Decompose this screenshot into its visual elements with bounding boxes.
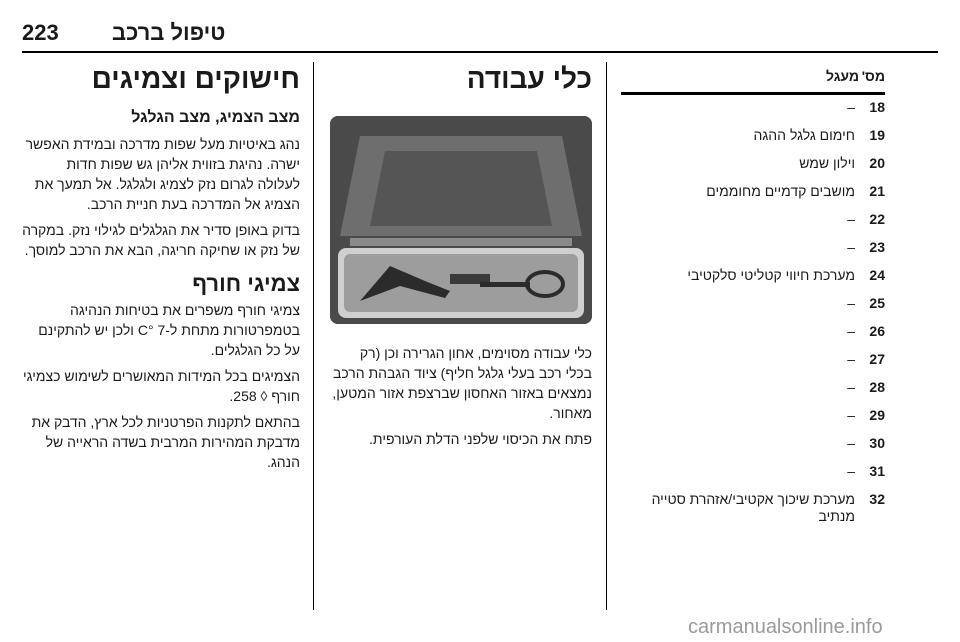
wheels-paragraph-4: הצמיגים בכל המידות המאושרים לשימוש כצמיגי חורף ◊ 258. (22, 368, 300, 404)
fuse-number: 27 (869, 351, 885, 367)
circuit-name: מערכת שיכוך אקטיבי/אזהרת סטייה מנתיב (651, 491, 855, 524)
wheels-section (22, 62, 300, 478)
fuse-number: 19 (869, 127, 885, 143)
wheels-title: חישוקים וצמיגים (91, 63, 300, 94)
fuse-table (621, 68, 885, 525)
fuse-number: 23 (869, 239, 885, 255)
table-row (621, 407, 885, 435)
section-title: טיפול ברכב (112, 20, 226, 45)
column-divider-left (313, 62, 314, 610)
table-body (621, 99, 885, 525)
table-row (621, 267, 885, 295)
table-row (621, 491, 885, 525)
table-header (621, 68, 885, 90)
fuse-number: 25 (869, 295, 885, 311)
circuit-name: – (847, 211, 855, 227)
wheels-paragraph-1: נהג באיטיות מעל שפות מדרכה ובמידת האפשר ישרה. נהיגת בזווית אליהן גש שפות חדות לעלולה לגרום נזק לצמיג ולגלגל. אל תמעך את הצמיג אל המדרכה בעת חניית הרכב. (25, 136, 300, 212)
circuit-name: – (847, 323, 855, 339)
table-rule (621, 92, 885, 95)
fuse-number: 21 (869, 183, 885, 199)
winter-tyres-title: צמיגי חורף (192, 271, 300, 296)
trunk-illustration (330, 116, 592, 324)
trunk-tools-image (330, 116, 592, 324)
circuit-name: – (847, 99, 855, 115)
table-row (621, 295, 885, 323)
table-row (621, 435, 885, 463)
col-number-header: מס' (861, 68, 885, 84)
column-divider-right (606, 62, 607, 610)
circuit-name: מושבים קדמיים מחוממים (706, 183, 855, 199)
circuit-name: – (847, 351, 855, 367)
circuit-name: חימום גלגל ההגה (753, 127, 855, 143)
tools-text (330, 343, 592, 455)
circuit-name: – (847, 435, 855, 451)
fuse-number: 29 (869, 407, 885, 423)
table-row (621, 183, 885, 211)
fuse-number: 24 (869, 267, 885, 283)
circuit-name: – (847, 407, 855, 423)
fuse-number: 26 (869, 323, 885, 339)
wheels-paragraph-5: בהתאם לתקנות הפרטניות לכל ארץ, הדבק את מדבקת המהירות המרבית בשדה הראייה של הנהג. (31, 414, 300, 470)
table-row (621, 463, 885, 491)
table-row (621, 211, 885, 239)
wheels-paragraph-2: בדוק באופן סדיר את הגלגלים לגילוי נזק. במקרה של נזק או שחיקה חריגה, הבא את הרכב למוסך. (22, 222, 300, 258)
fuse-number: 28 (869, 379, 885, 395)
fuse-number: 31 (869, 463, 885, 479)
table-row (621, 379, 885, 407)
table-row (621, 155, 885, 183)
table-row (621, 99, 885, 127)
tools-paragraph-1: כלי עבודה מסוימים, אחון הגרירה וכן (רק בכלי רכב בעלי גלגל חליף) ציוד הגבהת הרכב נמצאים באזור האחסון שברצפת אזור המטען, מאחור. (332, 345, 592, 421)
fuse-number: 18 (869, 99, 885, 115)
fuse-number: 22 (869, 211, 885, 227)
fuse-number: 32 (869, 491, 885, 507)
circuit-name: – (847, 379, 855, 395)
table-row (621, 239, 885, 267)
page-number: 223 (22, 20, 59, 45)
table-row (621, 351, 885, 379)
watermark-text: carmanualsonline.info (688, 616, 883, 638)
circuit-name: וילון שמש (799, 155, 855, 171)
page-header (0, 0, 960, 50)
tyre-condition-subtitle: מצב הצמיג, מצב הגלגל (131, 109, 300, 126)
table-row (621, 323, 885, 351)
tools-title: כלי עבודה (466, 63, 592, 94)
circuit-name: – (847, 239, 855, 255)
header-rule (22, 51, 938, 53)
table-row (621, 127, 885, 155)
circuit-name: – (847, 463, 855, 479)
circuit-name: מערכת חיווי קטליטי סלקטיבי (687, 267, 855, 283)
tools-section (330, 62, 592, 96)
fuse-number: 20 (869, 155, 885, 171)
wheels-paragraph-3: צמיגי חורף משפרים את בטיחות הנהיגה בטמפרטורות מתחת ל-7 °C ולכן יש להתקינם על כל הגלגלים. (38, 302, 300, 358)
tools-paragraph-2: פתח את הכיסוי שלפני הדלת העורפית. (369, 431, 592, 447)
fuse-number: 30 (869, 435, 885, 451)
circuit-name: – (847, 295, 855, 311)
col-circuit-header: מעגל (825, 68, 860, 84)
